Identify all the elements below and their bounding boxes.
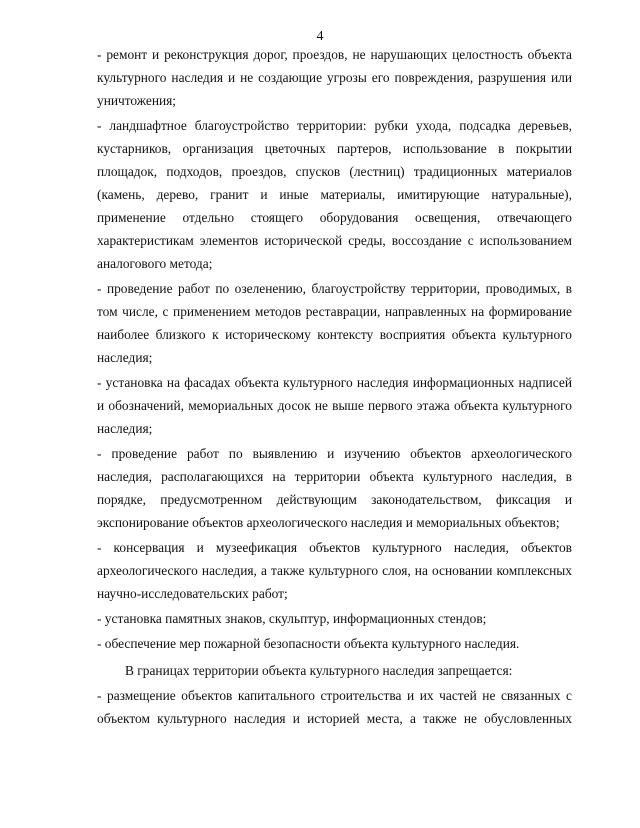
paragraph-conservation: - консервация и музеефикация объектов культурного наследия, объектов археологического наследия, а также культурного слоя, на основании комплексных научно-исследовательских работ; bbox=[97, 540, 572, 601]
paragraph-road-repair: - ремонт и реконструкция дорог, проездов, не нарушающих целостность объекта культурного наследия и не создающие угрозы его повреждения, разрушения или уничтожения; bbox=[97, 47, 572, 108]
document-body bbox=[97, 43, 572, 730]
paragraph-landscaping: - ландшафтное благоустройство территории: рубки ухода, подсадка деревьев, кустарников, организация цветочных партеров, использование в покрытии площадок, подходов, проездов, спусков (лестниц) традиционных материалов (камень, дерево, гранит и иные материалы, имитирующие натуральные), применение отдельно стоящего оборудования освещения, отвечающего характеристикам элементов исторической среды, воссоздание с использованием аналогового метода; bbox=[97, 118, 572, 271]
paragraph-capital-construction: - размещение объектов капитального строительства и их частей не связанных с объектом культурного наследия и историей места, а также не обусловленных bbox=[97, 688, 572, 726]
paragraph-facade-signs: - установка на фасадах объекта культурного наследия информационных надписей и обозначений, мемориальных досок не выше первого этажа объекта культурного наследия; bbox=[97, 375, 572, 436]
paragraph-memorial-signs: - установка памятных знаков, скульптур, информационных стендов; bbox=[97, 611, 487, 626]
paragraph-prohibitions-heading: В границах территории объекта культурного наследия запрещается: bbox=[125, 663, 513, 678]
paragraph-fire-safety: - обеспечение мер пожарной безопасности объекта культурного наследия. bbox=[97, 636, 520, 651]
paragraph-archaeology: - проведение работ по выявлению и изучению объектов археологического наследия, располагающихся на территории объекта культурного наследия, в порядке, предусмотренном действующим законодательством, фиксация и экспонирование объектов археологического наследия и мемориальных объектов; bbox=[97, 446, 572, 530]
paragraph-greening: - проведение работ по озеленению, благоустройству территории, проводимых, в том числе, с применением методов реставрации, направленных на формирование наиболее близкого к историческому контексту восприятия объекта культурного наследия; bbox=[97, 281, 572, 365]
page-number: 4 bbox=[316, 29, 324, 44]
